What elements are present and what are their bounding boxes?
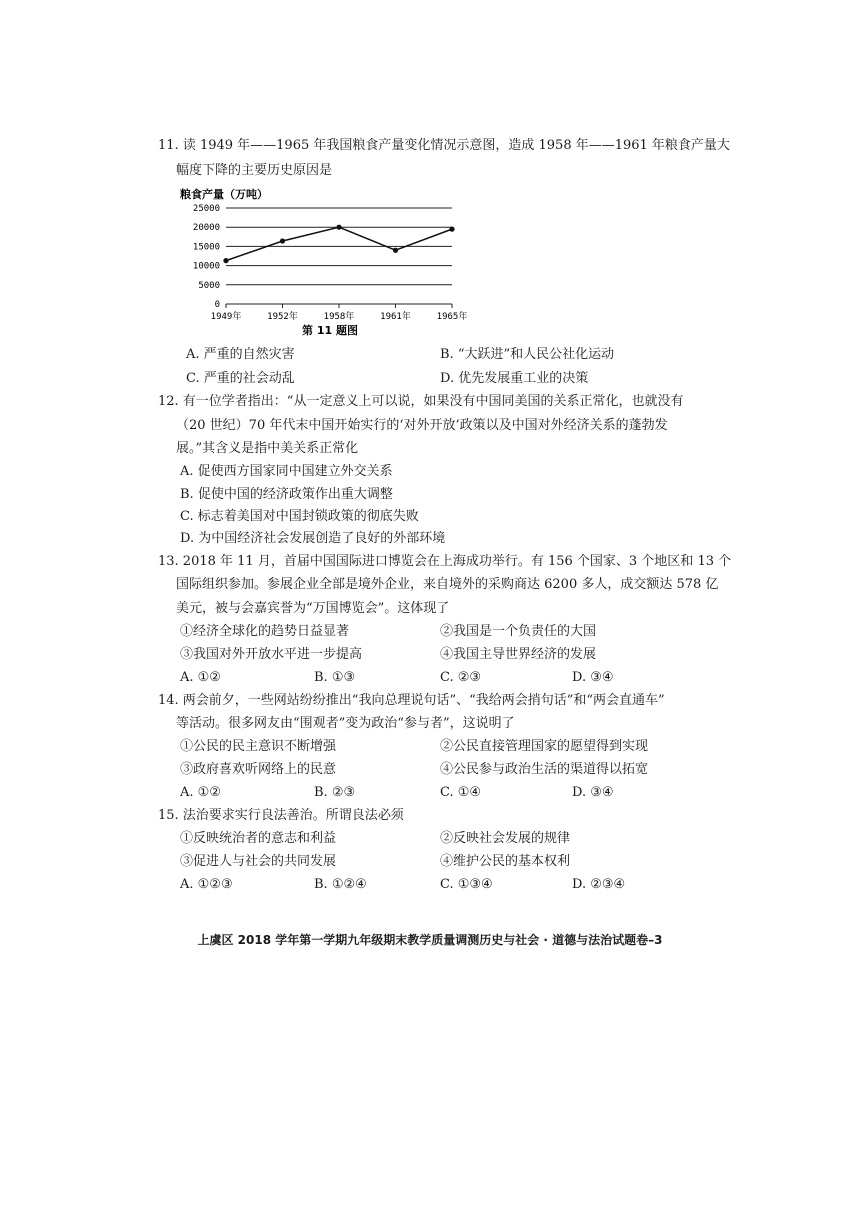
q15-stem-line1: 15. 法治要求实行良法善治。所谓良法必须 <box>158 808 404 823</box>
chart-ytick-label: 5000 <box>198 280 220 291</box>
q12-stem-line1: 12. 有一位学者指出：“从一定意义上可以说，如果没有中国同美国的关系正常化，也就没有 <box>158 394 684 409</box>
chart-ytick-label: 15000 <box>192 242 220 253</box>
q13-stem-line2: 国际组织参加。参展企业全部是境外企业，来自境外的采购商达 6200 多人，成交额达 578 亿 <box>176 577 719 592</box>
q13-option-c: C. ②③ <box>440 670 482 685</box>
q14-stem-line1: 14. 两会前夕，一些网站纷纷推出“我向总理说句话”、“我给两会捎句话”和“两会直通车” <box>158 693 665 708</box>
q13-stem-line3: 美元，被与会嘉宾誉为“万国博览会”。这体现了 <box>176 601 450 616</box>
q15-option-c: C. ①③④ <box>440 877 493 892</box>
q13-statement-4: ④我国主导世界经济的发展 <box>440 647 597 662</box>
chart-ytick-label: 0 <box>214 300 220 310</box>
q14-option-b: B. ②③ <box>314 785 356 800</box>
chart-xtick-label: 1952年 <box>267 312 298 322</box>
q15-statement-4: ④维护公民的基本权利 <box>440 854 571 869</box>
q14-option-d: D. ③④ <box>572 785 614 800</box>
q15-statement-1: ①反映统治者的意志和利益 <box>180 831 337 846</box>
q12-stem-line3: 展。”其含义是指中美关系正常化 <box>176 441 359 456</box>
chart-ytick-label: 20000 <box>192 223 220 234</box>
chart-series-line <box>226 227 452 260</box>
chart-data-point <box>280 238 285 243</box>
chart-title: 第 11 题图 <box>302 324 358 337</box>
q11-option-b: B. “大跃进”和人民公社化运动 <box>440 347 615 362</box>
q12-option-a: A. 促使西方国家同中国建立外交关系 <box>180 464 393 479</box>
q13-option-d: D. ③④ <box>572 670 614 685</box>
q14-statement-2: ②公民直接管理国家的愿望得到实现 <box>440 739 649 754</box>
q14-statement-1: ①公民的民主意识不断增强 <box>180 739 337 754</box>
q12-option-c: C. 标志着美国对中国封锁政策的彻底失败 <box>180 509 419 524</box>
q14-option-c: C. ①④ <box>440 785 482 800</box>
q15-statement-2: ②反映社会发展的规律 <box>440 831 571 846</box>
q14-option-a: A. ①② <box>180 785 221 800</box>
q13-option-b: B. ①③ <box>314 670 356 685</box>
chart-ytick-label: 25000 <box>192 204 220 214</box>
chart-ytick-label: 10000 <box>192 261 220 272</box>
q14-statement-4: ④公民参与政治生活的渠道得以拓宽 <box>440 762 649 777</box>
page-footer: 上虞区 2018 学年第一学期九年级期末教学质量调测历史与社会 · 道德与法治试题卷–3 <box>197 933 663 947</box>
q11-grain-chart <box>180 186 470 348</box>
q11-option-a: A. 严重的自然灾害 <box>186 347 295 362</box>
q12-option-b: B. 促使中国的经济政策作出重大调整 <box>180 487 393 502</box>
q11-stem-line2: 幅度下降的主要历史原因是 <box>176 163 333 178</box>
q12-option-d: D. 为中国经济社会发展创造了良好的外部环境 <box>180 531 446 546</box>
q13-statement-2: ②我国是一个负责任的大国 <box>440 624 597 639</box>
q15-option-d: D. ②③④ <box>572 877 626 892</box>
chart-xtick-label: 1961年 <box>380 312 411 322</box>
q13-statement-1: ①经济全球化的趋势日益显著 <box>180 624 350 639</box>
q14-stem-line2: 等活动。很多网友由“围观者”变为政治“参与者”，这说明了 <box>176 716 515 731</box>
q12-stem-line2: （20 世纪）70 年代末中国开始实行的‘对外开放’政策以及中国对外经济关系的蓬勃发 <box>176 418 668 433</box>
q13-option-a: A. ①② <box>180 670 221 685</box>
q15-statement-3: ③促进人与社会的共同发展 <box>180 854 337 869</box>
q13-statement-3: ③我国对外开放水平进一步提高 <box>180 647 363 662</box>
q15-option-b: B. ①②④ <box>314 877 367 892</box>
q11-stem-line1: 11. 读 1949 年——1965 年我国粮食产量变化情况示意图，造成 1958 年——1961 年粮食产量大 <box>158 138 730 153</box>
q14-statement-3: ③政府喜欢听网络上的民意 <box>180 762 337 777</box>
chart-data-point <box>336 225 341 230</box>
q11-option-c: C. 严重的社会动乱 <box>186 371 295 386</box>
chart-data-point <box>393 248 398 253</box>
q15-option-a: A. ①②③ <box>180 877 233 892</box>
chart-xtick-label: 1965年 <box>436 312 468 322</box>
chart-ylabel: 粮食产量（万吨） <box>180 188 268 201</box>
chart-data-point <box>223 258 228 263</box>
q11-option-d: D. 优先发展重工业的决策 <box>440 371 589 386</box>
chart-xtick-label: 1949年 <box>210 312 242 322</box>
chart-xtick-label: 1958年 <box>323 312 355 322</box>
chart-data-point <box>449 227 454 232</box>
q13-stem-line1: 13. 2018 年 11 月，首届中国国际进口博览会在上海成功举行。有 156 个国家、3 个地区和 13 个 <box>158 554 732 569</box>
